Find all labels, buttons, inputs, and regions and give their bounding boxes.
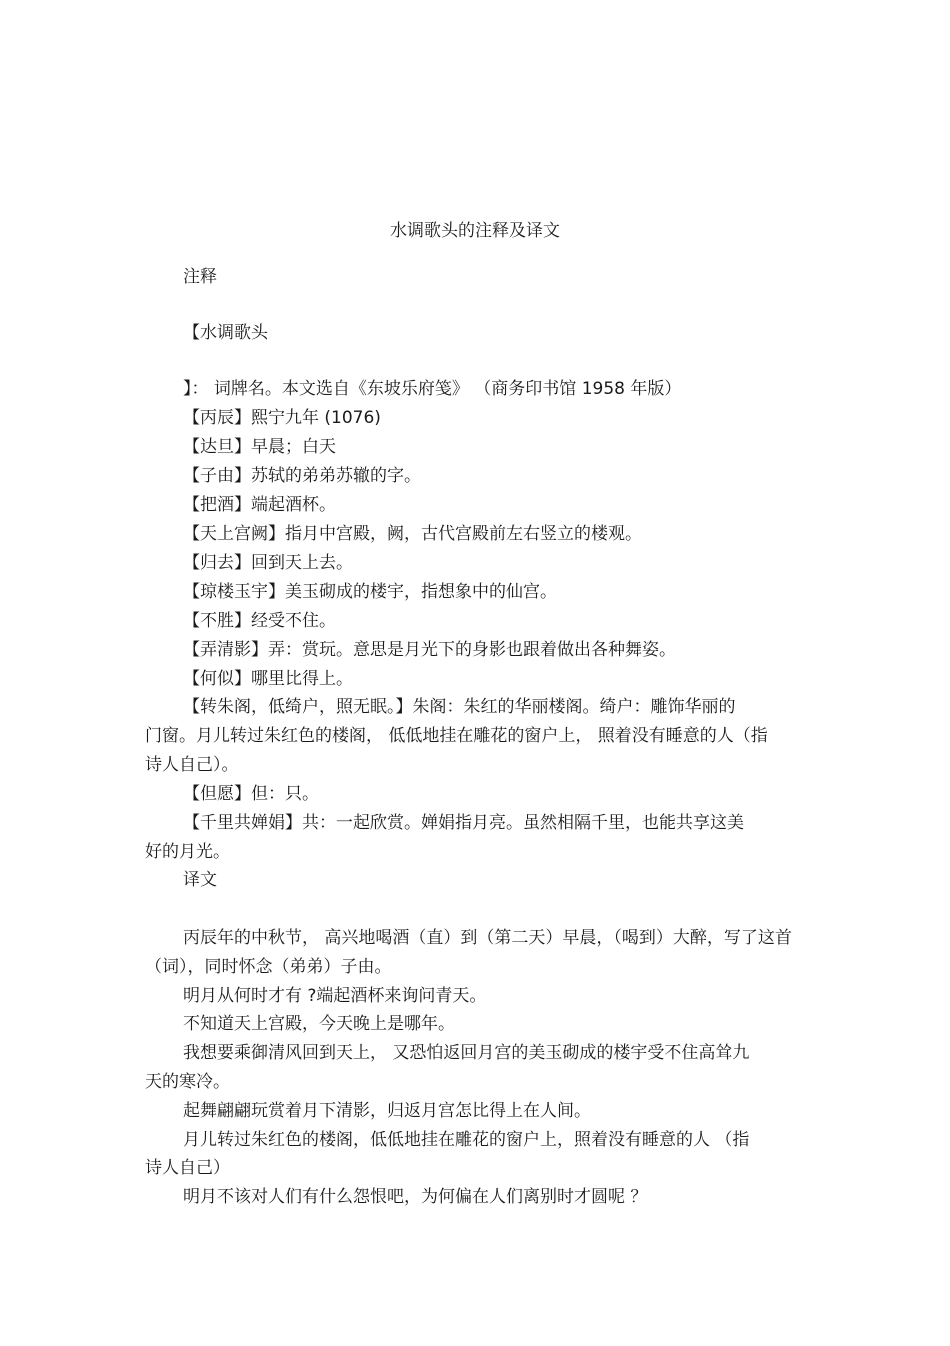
note-line: 【天上宫阙】指月中宫殿，阙，古代宫殿前左右竖立的楼观。	[183, 524, 642, 544]
note-line: 【丙辰】熙宁九年 (1076)	[183, 408, 381, 428]
note-line: 【达旦】早晨；白天	[183, 437, 336, 457]
note-line: 【不胜】经受不住。	[183, 611, 336, 631]
translation-line: 天的寒冷。	[145, 1072, 230, 1092]
document-title: 水调歌头的注释及译文	[390, 221, 560, 241]
translation-line: 我想要乘御清风回到天上， 又恐怕返回月宫的美玉砌成的楼宇受不住高耸九	[183, 1043, 750, 1063]
translation-line: 丙辰年的中秋节， 高兴地喝酒（直）到（第二天）早晨，（喝到）大醉，写了这首	[183, 928, 792, 948]
note-line: 】： 词牌名。本文选自《东坡乐府笺》 （商务印书馆 1958 年版）	[183, 379, 682, 399]
translation-line: （词），同时怀念（弟弟）子由。	[145, 957, 392, 977]
note-line: 诗人自己）。	[145, 755, 239, 775]
note-line: 【但愿】但：只。	[183, 784, 319, 804]
note-line: 门窗。月儿转过朱红色的楼阁， 低低地挂在雕花的窗户上， 照着没有睡意的人（指	[145, 726, 768, 746]
notes-heading: 注释	[183, 267, 217, 287]
note-line: 【弄清影】弄：赏玩。意思是月光下的身影也跟着做出各种舞姿。	[183, 640, 676, 660]
note-line: 好的月光。	[145, 842, 230, 862]
translation-heading: 译文	[183, 870, 217, 890]
note-line: 【归去】回到天上去。	[183, 553, 353, 573]
translation-line: 诗人自己）	[145, 1158, 230, 1178]
translation-line: 月儿转过朱红色的楼阁，低低地挂在雕花的窗户上，照着没有睡意的人 （指	[183, 1130, 750, 1150]
note-line: 【琼楼玉宇】美玉砌成的楼宇，指想象中的仙宫。	[183, 582, 557, 602]
translation-line: 不知道天上宫殿，今天晚上是哪年。	[183, 1014, 455, 1034]
translation-line: 明月不该对人们有什么怨恨吧，为何偏在人们离别时才圆呢 ？	[183, 1187, 648, 1207]
note-line: 【子由】苏轼的弟弟苏辙的字。	[183, 466, 421, 486]
note-line: 【转朱阁，低绮户，照无眠。】朱阁：朱红的华丽楼阁。绮户：雕饰华丽的	[183, 697, 736, 717]
note-line: 【水调歌头	[183, 323, 268, 343]
translation-line: 起舞翩翩玩赏着月下清影，归返月宫怎比得上在人间。	[183, 1101, 591, 1121]
translation-line: 明月从何时才有 ?端起酒杯来询问青天。	[183, 986, 487, 1006]
note-line: 【何似】哪里比得上。	[183, 669, 353, 689]
note-line: 【千里共婵娟】共：一起欣赏。婵娟指月亮。虽然相隔千里，也能共享这美	[183, 813, 744, 833]
note-line: 【把酒】端起酒杯。	[183, 495, 336, 515]
